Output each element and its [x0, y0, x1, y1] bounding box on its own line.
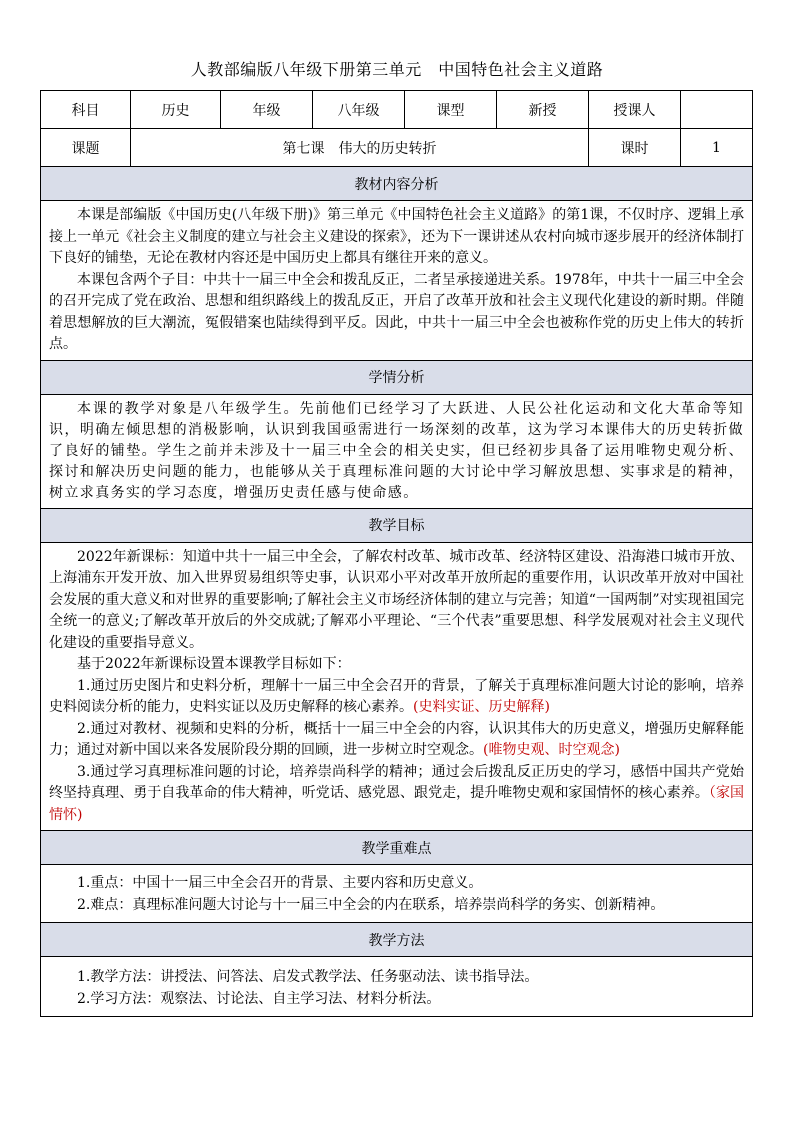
- subject-value: 历史: [131, 91, 221, 129]
- hours-value: 1: [681, 129, 753, 167]
- paragraph: 1.教学方法：讲授法、问答法、启发式教学法、任务驱动法、读书指导法。: [77, 969, 539, 985]
- paragraph: 本课的教学对象是八年级学生。先前他们已经学习了大跃进、人民公社化运动和文化大革命等知识，明确左倾思想的消极影响，认识到我国亟需进行一场深刻的改革，这为学习本课伟大的历史转折做了良好的铺垫。学生之前并未涉及十一届三中全会的相关史实，但已经初步具备了运用唯物史观分析、探讨和解决历史问题的能力，也能够从关于真理标准问题的大讨论中学习解放思想、实事求是的精神，树立求真务实的学习态度，增强历史责任感与使命感。: [49, 400, 744, 501]
- core-literacy-tag: (唯物史观、时空观念): [483, 742, 620, 758]
- section-heading: 教学方法: [41, 923, 753, 957]
- section-keypoints-heading-row: [41, 831, 753, 865]
- paragraph: 基于2022年新课标设置本课教学目标如下：: [77, 656, 351, 672]
- info-row-1: [41, 91, 753, 129]
- core-literacy-tag: （家国情怀): [49, 785, 745, 823]
- grade-label: 年级: [221, 91, 313, 129]
- goal-item: [49, 762, 744, 827]
- section-body: [41, 201, 753, 361]
- section-heading: 教材内容分析: [41, 167, 753, 201]
- section-learner-body-row: [41, 394, 753, 508]
- section-methods-body-row: [41, 957, 753, 1017]
- paragraph: 本课是部编版《中国历史(八年级下册)》第三单元《中国特色社会主义道路》的第1课，不仅时序、逻辑上承接上一单元《社会主义制度的建立与社会主义建设的探索》，还为下一课讲述从农村向城市逐步展开的经济体制打下良好的铺垫，无论在教材内容还是中国历史上都具有继往开来的意义。: [49, 207, 744, 266]
- topic-label: 课题: [41, 129, 131, 167]
- section-body: [41, 865, 753, 923]
- paragraph: 本课包含两个子目：中共十一届三中全会和拨乱反正，二者呈承接递进关系。1978年，中共十一届三中全会的召开完成了党在政治、思想和组织路线上的拨乱反正，开启了改革开放和社会主义现代化建设的新时期。伴随着思想解放的巨大潮流，冤假错案也陆续得到平反。因此，中共十一届三中全会也被称作党的历史上伟大的转折点。: [49, 271, 744, 352]
- section-keypoints-body-row: [41, 865, 753, 923]
- section-learner-heading-row: [41, 360, 753, 394]
- paragraph: 2.难点：真理标准问题大讨论与十一届三中全会的内在联系，培养崇尚科学的务实、创新精神。: [77, 896, 665, 913]
- teacher-value: [681, 91, 753, 129]
- subject-label: 科目: [41, 91, 131, 129]
- paragraph: 1.重点：中国十一届三中全会召开的背景、主要内容和历史意义。: [77, 875, 483, 891]
- section-heading: 教学重难点: [41, 831, 753, 865]
- section-heading: 教学目标: [41, 508, 753, 542]
- section-body: [41, 394, 753, 508]
- goal-item: [49, 719, 744, 762]
- core-literacy-tag: (史料实证、历史解释): [413, 699, 550, 715]
- section-methods-heading-row: [41, 923, 753, 957]
- section-body: [41, 957, 753, 1017]
- lesson-plan-table: [40, 90, 753, 1017]
- type-value: 新授: [497, 91, 589, 129]
- goal-text: 1.通过历史图片和史料分析，理解十一届三中全会召开的背景，了解关于真理标准问题大讨论的影响，培养史料阅读分析的能力，史料实证以及历史解释的核心素养。: [49, 677, 744, 715]
- section-material-heading-row: [41, 167, 753, 201]
- section-heading: 学情分析: [41, 360, 753, 394]
- goal-item: [49, 676, 744, 719]
- topic-value: 第七课 伟大的历史转折: [131, 129, 589, 167]
- section-goals-body-row: [41, 542, 753, 831]
- paragraph: 2.学习方法：观察法、讨论法、自主学习法、材料分析法。: [77, 990, 441, 1007]
- page-title: 人教部编版八年级下册第三单元 中国特色社会主义道路: [190, 60, 604, 79]
- section-body: [41, 542, 753, 831]
- grade-value: 八年级: [313, 91, 405, 129]
- paragraph: 2022年新课标：知道中共十一届三中全会，了解农村改革、城市改革、经济特区建设、沿海港口城市开放、上海浦东开发开放、加入世界贸易组织等史事，认识邓小平对改革开放所起的重要作用，认识改革开放对中国社会发展的重大意义和对世界的重要影响;了解社会主义市场经济体制的建立与完善；知道“一国两制”对实现祖国完全统一的意义;了解改革开放后的外交成就;了解邓小平理论、“三个代表”重要思想、科学发展观对社会主义现代化建设的重要指导意义。: [49, 548, 744, 651]
- goal-text: 2.通过对教材、视频和史料的分析，概括十一届三中全会的内容，认识其伟大的历史意义，增强历史解释能力；通过对新中国以来各发展阶段分期的回顾，进一步树立时空观念。: [49, 720, 744, 758]
- section-material-body-row: [41, 201, 753, 361]
- goal-text: 3.通过学习真理标准问题的讨论，培养崇尚科学的精神；通过会后拨乱反正历史的学习，感悟中国共产党始终坚持真理、勇于自我革命的伟大精神，听党话、感党恩、跟党走，提升唯物史观和家国情怀的核心素养。: [49, 763, 744, 801]
- hours-label: 课时: [589, 129, 681, 167]
- section-goals-heading-row: [41, 508, 753, 542]
- info-row-2: [41, 129, 753, 167]
- teacher-label: 授课人: [589, 91, 681, 129]
- type-label: 课型: [405, 91, 497, 129]
